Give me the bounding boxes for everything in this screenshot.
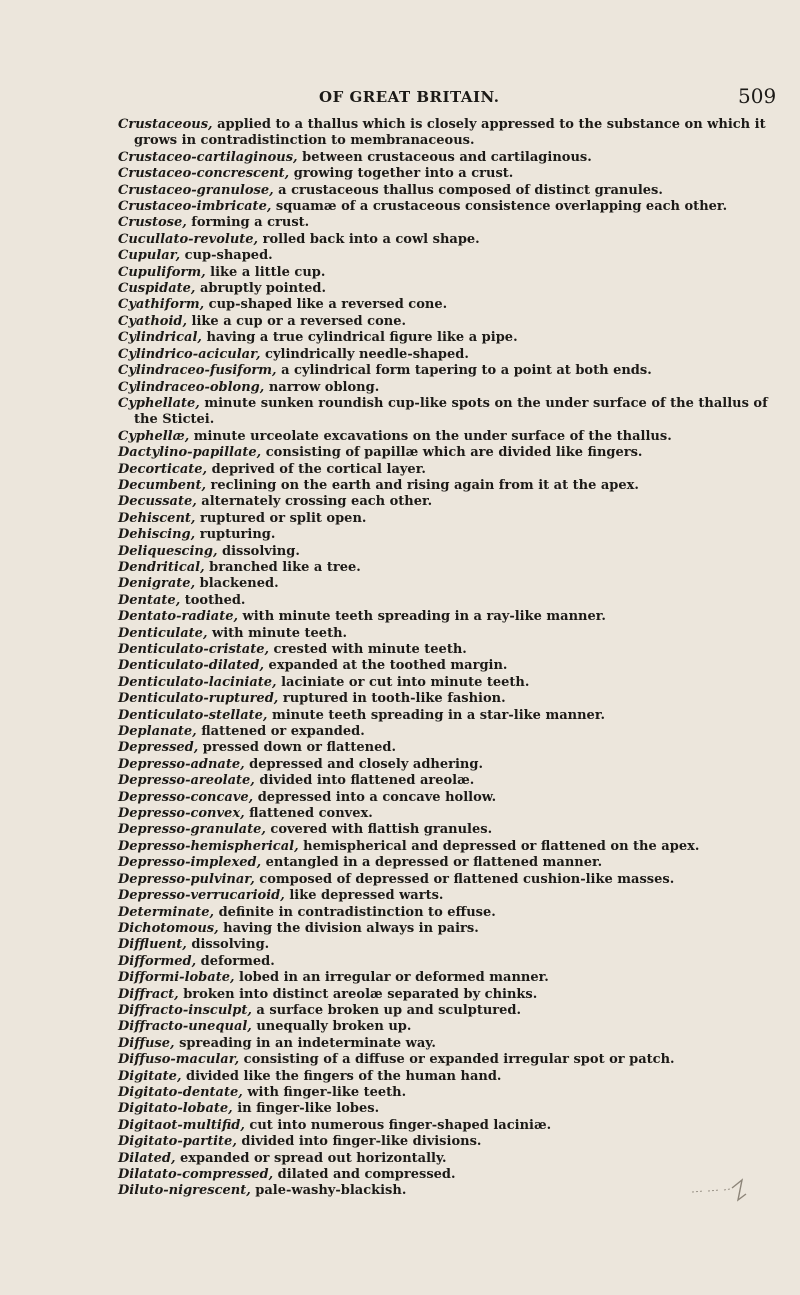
entry-term: Cyathiform, [118, 297, 205, 313]
glossary-entry [118, 806, 768, 822]
glossary-entry [118, 740, 768, 756]
glossary-entry [118, 937, 768, 953]
glossary-entry [118, 478, 768, 494]
glossary-entry [118, 248, 768, 264]
entry-term: Dendritical, [118, 559, 205, 575]
glossary-entry [118, 1069, 768, 1085]
entry-term: Difformed, [118, 953, 197, 969]
entry-definition: flattened convex. [244, 806, 373, 822]
entry-definition: having a true cylindrical figure like a pipe. [201, 330, 518, 346]
entry-definition: lobed in an irregular or deformed manner. [234, 970, 549, 986]
entry-term: Determinate, [118, 904, 215, 920]
entry-definition: broken into distinct areolæ separated by chinks. [178, 986, 538, 1002]
entry-definition: divided into flattened areolæ. [254, 773, 475, 789]
entry-definition: cup-shaped like a reversed cone. [204, 297, 448, 313]
entry-definition: alternately crossing each other. [196, 494, 433, 510]
glossary-entry [118, 117, 768, 150]
page-header [0, 84, 800, 114]
entry-definition: cylindrically needle-shaped. [260, 346, 469, 362]
entry-definition: composed of depressed or flattened cushion-like masses. [254, 871, 675, 887]
entry-definition: like a little cup. [205, 264, 326, 280]
glossary-entry [118, 790, 768, 806]
entry-term: Dilated, [118, 1150, 176, 1166]
glossary-entry [118, 429, 768, 445]
entry-definition: ruptured or split open. [195, 510, 367, 526]
entry-term: Depresso-granulate, [118, 822, 266, 838]
entry-definition: blackened. [195, 576, 279, 592]
entry-definition: like a cup or a reversed cone. [187, 313, 406, 329]
entry-term: Cupular, [118, 248, 181, 264]
entry-term: Dichotomous, [118, 920, 219, 936]
glossary-entry [118, 347, 768, 363]
glossary-entry [118, 363, 768, 379]
entry-term: Decorticate, [118, 461, 208, 477]
entry-definition: crested with minute teeth. [269, 642, 467, 657]
entry-term: Cylindraceo-oblong, [118, 379, 265, 395]
entry-term: Diluto-nigrescent, [118, 1183, 251, 1199]
entry-definition: deformed. [196, 953, 275, 969]
entry-definition: abruptly pointed. [195, 281, 326, 297]
entry-definition: deprived of the cortical layer. [207, 461, 426, 477]
glossary-entry [118, 232, 768, 248]
entry-term: Denticulato-ruptured, [118, 691, 279, 707]
glossary-entry [118, 511, 768, 527]
glossary-entry [118, 1183, 768, 1199]
entry-definition: consisting of a diffuse or expanded irregular spot or patch. [239, 1052, 675, 1068]
glossary-entry [118, 905, 768, 921]
entry-definition: narrow oblong. [264, 379, 380, 395]
entry-definition: squamæ of a crustaceous consistence overlapping each other. [271, 199, 728, 215]
glossary-entry [118, 888, 768, 904]
entry-definition: entangled in a depressed or flattened manner. [261, 855, 603, 871]
entry-term: Decussate, [118, 494, 197, 510]
glossary-entry [118, 658, 768, 674]
entry-definition: with minute teeth. [207, 625, 348, 641]
glossary-entry [118, 593, 768, 609]
glossary-entry [118, 1134, 768, 1150]
entry-term: Diffuse, [118, 1035, 175, 1051]
entry-term: Cyphellate, [118, 395, 200, 411]
glossary-entry [118, 462, 768, 478]
entry-term: Cuspidate, [118, 281, 196, 297]
entry-definition: growing together into a crust. [289, 166, 514, 182]
entry-definition: dissolving. [217, 543, 300, 559]
entry-definition: depressed into a concave hollow. [253, 789, 497, 805]
entry-term: Depresso-concave, [118, 789, 254, 805]
entry-term: Dactylino-papillate, [118, 445, 262, 461]
glossary-entry [118, 921, 768, 937]
entry-definition: a cylindrical form tapering to a point at both ends. [276, 363, 652, 379]
entry-term: Dehiscent, [118, 510, 196, 526]
entry-term: Cyathoid, [118, 313, 188, 329]
entry-term: Cupuliform, [118, 264, 206, 280]
entry-term: Depressed, [118, 740, 199, 756]
entry-definition: pale-washy-blackish. [250, 1183, 407, 1199]
entry-definition: flattened or expanded. [196, 724, 365, 740]
entry-term: Digitato-lobate, [118, 1101, 233, 1117]
glossary-entry [118, 987, 768, 1003]
entry-definition: toothed. [180, 592, 246, 608]
entry-term: Denticulate, [118, 625, 208, 641]
entry-term: Crustose, [118, 215, 187, 231]
entry-definition: expanded or spread out horizontally. [175, 1150, 447, 1166]
entry-definition: hemispherical and depressed or flattened on the apex. [298, 838, 700, 854]
glossary-entry [118, 544, 768, 560]
entry-definition: like depressed warts. [284, 888, 444, 904]
glossary-entry [118, 609, 768, 625]
glossary-entry [118, 954, 768, 970]
glossary-entry [118, 872, 768, 888]
glossary-entry [118, 855, 768, 871]
entry-definition: spreading in an indeterminate way. [174, 1035, 436, 1051]
entry-definition: dilated and compressed. [273, 1167, 456, 1182]
entry-definition: between crustaceous and cartilaginous. [297, 149, 592, 165]
glossary-entry [118, 675, 768, 691]
entry-term: Cylindraceo-fusiform, [118, 363, 277, 379]
entry-term: Digitato-partite, [118, 1134, 237, 1150]
glossary-entry [118, 757, 768, 773]
entry-term: Difformi-lobate, [118, 970, 235, 986]
glossary-entry [118, 708, 768, 724]
entry-term: Crustaceo-concrescent, [118, 166, 290, 182]
glossary-entry [118, 445, 768, 461]
running-head: OF GREAT BRITAIN. [319, 88, 500, 106]
entry-definition: rupturing. [195, 527, 276, 543]
entry-term: Diffract, [118, 986, 179, 1002]
entry-term: Denticulato-stellate, [118, 707, 268, 723]
entry-term: Cylindrico-acicular, [118, 346, 261, 362]
entry-definition: minute sunken roundish cup-like spots on the under surface of the thallus of the Stictei. [134, 395, 768, 428]
glossary-entry [118, 822, 768, 838]
glossary-entry [118, 150, 768, 166]
entry-term: Dilatato-compressed, [118, 1167, 274, 1182]
entry-term: Decumbent, [118, 477, 207, 493]
glossary-entry [118, 1036, 768, 1052]
glossary-entry [118, 199, 768, 215]
glossary-entry [118, 380, 768, 396]
glossary-entry [118, 396, 768, 429]
entry-definition: forming a crust. [186, 215, 310, 231]
entry-definition: pressed down or flattened. [198, 740, 397, 756]
entry-definition: ruptured in tooth-like fashion. [278, 691, 506, 707]
glossary-entry [118, 642, 768, 658]
entry-term: Depresso-adnate, [118, 756, 245, 772]
entry-definition: divided into finger-like divisions. [236, 1134, 482, 1150]
entry-definition: minute teeth spreading in a star-like manner. [267, 707, 606, 723]
glossary-entry [118, 183, 768, 199]
page-number: 509 [738, 84, 777, 108]
margin-pencil-mark [690, 1170, 750, 1210]
glossary-entry [118, 1052, 768, 1068]
entry-term: Digitaot-multifid, [118, 1117, 245, 1133]
entry-definition: applied to a thallus which is closely appressed to the substance on which it grows in contradistinction to membranaceous. [134, 117, 766, 149]
entry-definition: consisting of papillæ which are divided like fingers. [261, 445, 643, 461]
glossary-entry [118, 1003, 768, 1019]
entry-term: Depresso-hemispherical, [118, 838, 299, 854]
glossary-entry [118, 330, 768, 346]
glossary-entry [118, 166, 768, 182]
entry-definition: having the division always in pairs. [218, 920, 479, 936]
entry-definition: rolled back into a cowl shape. [258, 231, 480, 247]
entry-term: Depresso-convex, [118, 806, 245, 822]
glossary-entry [118, 527, 768, 543]
entry-term: Depresso-areolate, [118, 773, 255, 789]
entry-definition: a surface broken up and sculptured. [251, 1002, 522, 1018]
entry-term: Cylindrical, [118, 330, 202, 346]
entry-term: Depresso-pulvinar, [118, 871, 255, 887]
entry-term: Diffluent, [118, 937, 187, 953]
glossary-entry [118, 1151, 768, 1167]
entry-definition: branched like a tree. [204, 559, 361, 575]
entry-definition: laciniate or cut into minute teeth. [276, 674, 530, 690]
glossary-entry [118, 839, 768, 855]
entry-term: Crustaceo-granulose, [118, 182, 274, 198]
entry-definition: reclining on the earth and rising again from it at the apex. [206, 477, 639, 493]
entry-definition: a crustaceous thallus composed of distinct granules. [273, 182, 663, 198]
entry-term: Denticulato-dilated, [118, 658, 265, 674]
entry-term: Crustaceous, [118, 117, 213, 132]
entry-definition: dissolving. [186, 937, 270, 953]
entry-definition: divided like the fingers of the human hand. [181, 1068, 502, 1084]
entry-term: Crustaceo-imbricate, [118, 199, 272, 215]
glossary-entry [118, 297, 768, 313]
glossary-entry [118, 560, 768, 576]
glossary-entry [118, 970, 768, 986]
entry-term: Cyphellæ, [118, 428, 190, 444]
entry-definition: in finger-like lobes. [232, 1101, 380, 1117]
entry-term: Diffracto-insculpt, [118, 1002, 252, 1018]
entry-term: Deplanate, [118, 724, 197, 740]
entry-definition: depressed and closely adhering. [244, 756, 483, 772]
entry-definition: cut into numerous finger-shaped laciniæ. [244, 1117, 552, 1133]
entry-term: Deliquescing, [118, 543, 218, 559]
entry-definition: cup-shaped. [180, 248, 273, 264]
entry-term: Dentate, [118, 592, 181, 608]
glossary-entry [118, 1167, 768, 1183]
entry-definition: with minute teeth spreading in a ray-like manner. [238, 609, 606, 625]
glossary-entry [118, 1085, 768, 1101]
entry-term: Digitato-dentate, [118, 1084, 243, 1100]
entry-term: Cucullato-revolute, [118, 231, 259, 247]
glossary-entry [118, 1118, 768, 1134]
glossary-entry [118, 691, 768, 707]
glossary-entries [118, 117, 768, 1200]
glossary-entry [118, 1101, 768, 1117]
glossary-entry [118, 281, 768, 297]
entry-term: Crustaceo-cartilaginous, [118, 149, 298, 165]
entry-term: Depresso-implexed, [118, 855, 262, 871]
entry-definition: expanded at the toothed margin. [264, 658, 508, 674]
glossary-entry [118, 626, 768, 642]
entry-term: Diffracto-unequal, [118, 1019, 252, 1035]
entry-term: Dehiscing, [118, 527, 196, 543]
entry-term: Dentato-radiate, [118, 609, 239, 625]
entry-definition: covered with flattish granules. [265, 822, 493, 838]
glossary-entry [118, 494, 768, 510]
entry-term: Digitate, [118, 1068, 182, 1084]
glossary-entry [118, 314, 768, 330]
entry-definition: with finger-like teeth. [242, 1084, 407, 1100]
glossary-entry [118, 1019, 768, 1035]
entry-term: Depresso-verrucarioid, [118, 888, 285, 904]
glossary-entry [118, 265, 768, 281]
glossary-entry [118, 773, 768, 789]
glossary-entry [118, 724, 768, 740]
entry-definition: unequally broken up. [251, 1019, 412, 1035]
entry-term: Denticulato-laciniate, [118, 674, 277, 690]
glossary-entry [118, 215, 768, 231]
entry-term: Diffuso-macular, [118, 1052, 240, 1068]
glossary-entry [118, 576, 768, 592]
entry-definition: minute urceolate excavations on the under surface of the thallus. [189, 428, 672, 444]
entry-term: Denigrate, [118, 576, 196, 592]
entry-term: Denticulato-cristate, [118, 642, 269, 657]
entry-definition: definite in contradistinction to effuse. [214, 904, 496, 920]
